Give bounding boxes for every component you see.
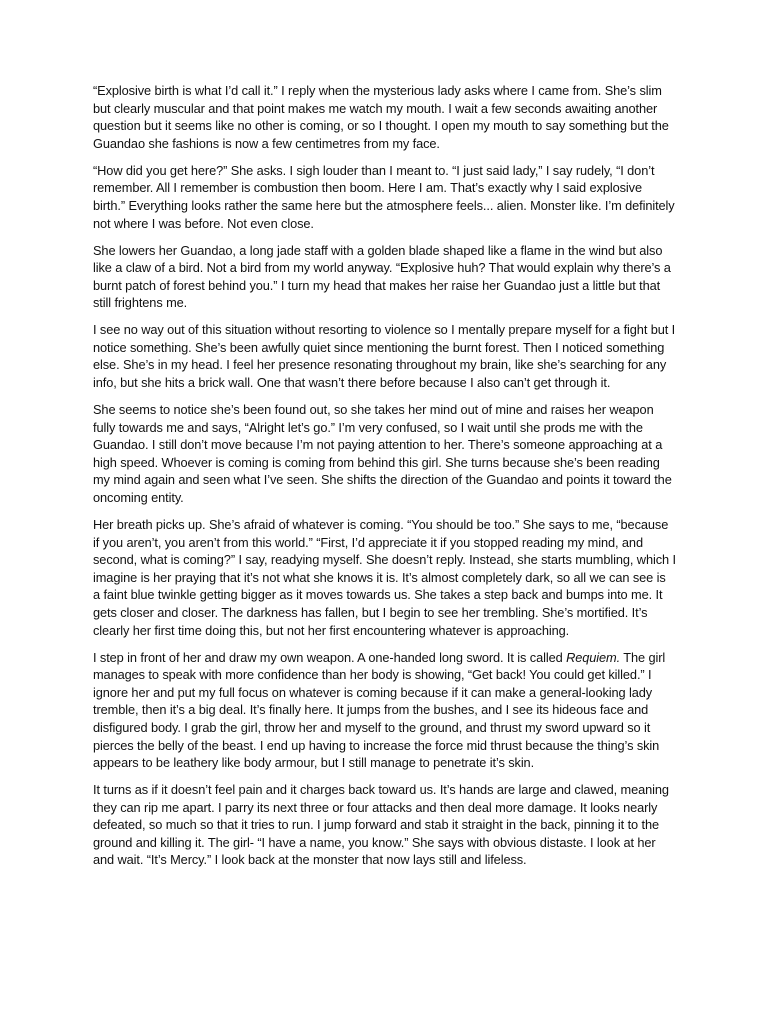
- paragraph-4: I see no way out of this situation without resorting to violence so I mentally prepare myself for a fight but I notice something. She’s been awfully quiet since mentioning the burnt forest. Then I noticed something else. She’s in my head. I feel her presence resonating throughout my brain, like she’s searching for any info, but she hits a brick wall. One that wasn’t there before because I also can’t get through it.: [93, 322, 676, 391]
- paragraph-6: Her breath picks up. She’s afraid of whatever is coming. “You should be too.” She says to me, “because if you aren’t, you aren’t from this world.” “First, I’d appreciate it if you stopped reading my mind, and second, what is coming?” I say, readying myself. She doesn’t reply. Instead, she starts mumbling, which I imagine is her praying that it’s not what she knows it is. It’s almost completely dark, so all we can see is a faint blue twinkle getting bigger as it moves towards us. She takes a step back and bumps into me. It gets closer and closer. The darkness has fallen, but I begin to see her trembling. She’s mortified. It’s clearly her first time doing this, but not her first encountering whatever is approaching.: [93, 517, 676, 638]
- paragraph-5: She seems to notice she’s been found out, so she takes her mind out of mine and raises her weapon fully towards me and says, “Alright let’s go.” I’m very confused, so I wait until she prods me with the Guandao. I still don’t move because I’m not paying attention to her. There’s someone approaching at a high speed. Whoever is coming is coming from behind this girl. She turns because she’s been reading my mind again and seen what I’ve seen. She shifts the direction of the Guandao and points it toward the oncoming entity.: [93, 402, 672, 506]
- paragraph-2: “How did you get here?” She asks. I sigh louder than I meant to. “I just said lady,” I say rudely, “I don’t remember. All I remember is combustion then boom. Here I am. That’s exactly why I said explosive birth.” Everything looks rather the same here but the atmosphere feels... alien. Monster like. I’m definitely not where I was before. Not even close.: [93, 162, 675, 231]
- paragraph-7: [93, 649, 676, 772]
- paragraph-7-start: I step in front of her and draw my own weapon. A one-handed long sword. It is called: [93, 649, 567, 665]
- paragraph-1: “Explosive birth is what I’d call it.” I reply when the mysterious lady asks where I came from. She’s slim but clearly muscular and that point makes me watch my mouth. I wait a few seconds awaiting another question but it seems like no other is coming, or so I thought. I open my mouth to say something but the Guandao she fashions is now a few centimetres from my face.: [93, 83, 669, 151]
- paragraph-7-end: The girl manages to speak with more confidence than her body is showing, “Get back! You could get killed.” I ignore her and put my full focus on whatever is coming because if it can make a general-looking lady tremble, then it’s a big deal. It’s finally here. It jumps from the bushes, and I see its hideous face and disfigured body. I grab the girl, throw her and myself to the ground, and thrust my sword upward so it pierces the belly of the beast. I end up having to increase the force mid thrust because the thing’s skin appears to be leathery like body armour, but I still manage to penetrate it’s skin.: [93, 649, 666, 771]
- paragraph-8: It turns as if it doesn’t feel pain and it charges back toward us. It’s hands are large and clawed, meaning they can rip me apart. I parry its next three or four attacks and then deal more damage. It looks nearly defeated, so much so that it tries to run. I jump forward and stab it straight in the back, pinning it to the ground and killing it. The girl- “I have a name, you know.” She says with obvious distaste. I look at her and wait. “It’s Mercy.” I look back at the monster that now lays still and lifeless.: [93, 782, 669, 868]
- sword-name: Requiem.: [566, 649, 621, 665]
- paragraph-3: She lowers her Guandao, a long jade staff with a golden blade shaped like a flame in the wind but also like a claw of a bird. Not a bird from my world anyway. “Explosive huh? That would explain why there’s a burnt patch of forest behind you.” I turn my head that makes her raise her Guandao just a little but that still frightens me.: [93, 242, 671, 311]
